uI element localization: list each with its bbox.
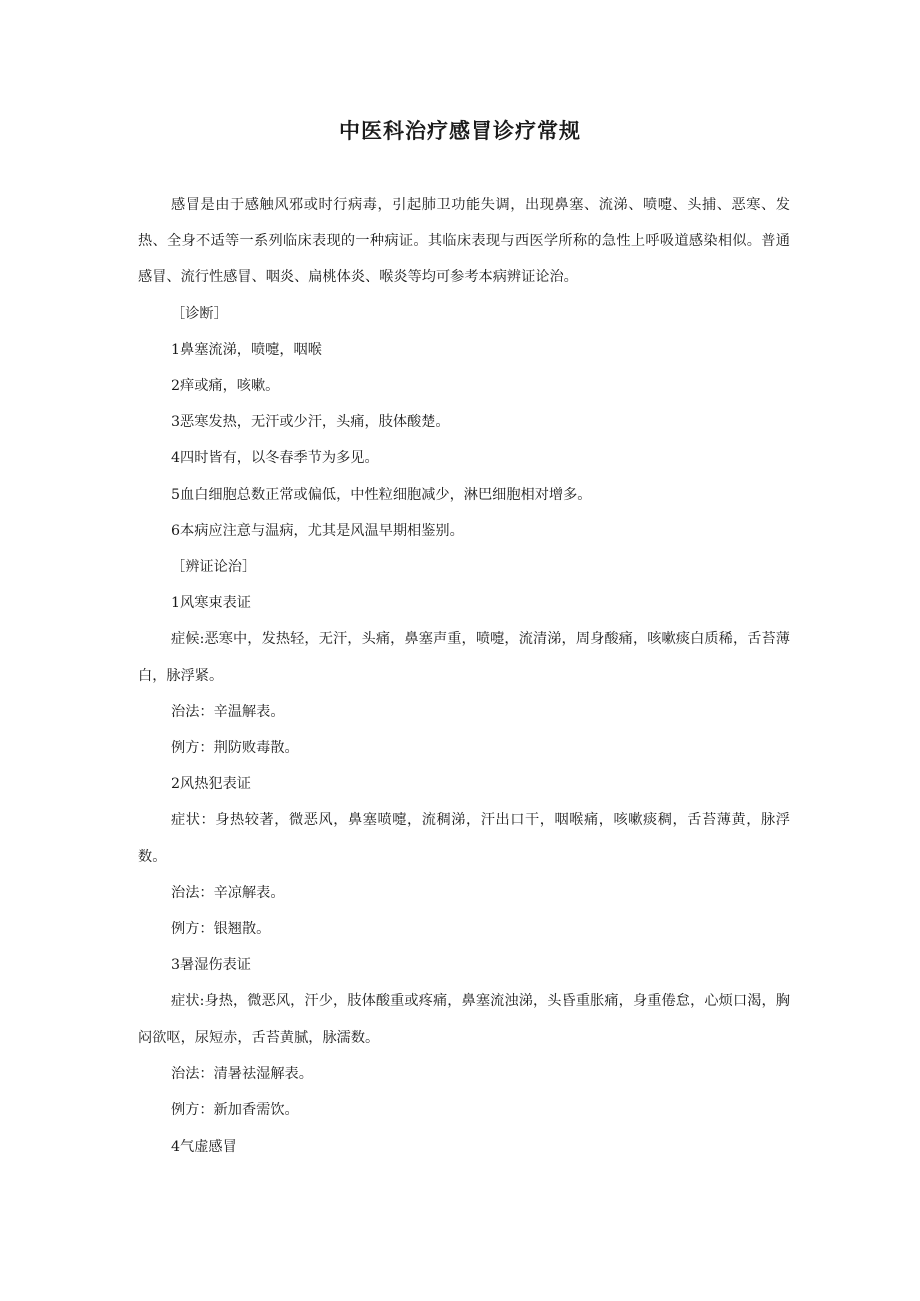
diagnosis-item-1: 1鼻塞流涕，喷嚏，咽喉 xyxy=(171,341,322,358)
section-heading-diagnosis: ［诊断］ xyxy=(171,305,228,322)
diagnosis-item-6: 6本病应注意与温病，尤其是风温早期相鉴别。 xyxy=(171,522,464,539)
intro-paragraph: 感冒是由于感触风邪或时行病毒，引起肺卫功能失调，出现鼻塞、流涕、喷嚏、头捕、恶寒、发热、全身不适等一系列临床表现的一种病证。其临床表现与西医学所称的急性上呼吸道感染相似。普通感冒、流行性感冒、咽炎、扁桃体炎、喉炎等均可参考本病辨证论治。 xyxy=(138,197,790,286)
syndrome-formula-wind-heat: 例方：银翘散。 xyxy=(171,921,271,938)
syndrome-formula-summer-damp: 例方：新加香需饮。 xyxy=(171,1102,299,1119)
document-title: 中医科治疗感冒诊疗常规 xyxy=(339,119,581,143)
syndrome-formula-wind-cold: 例方：荆防败毒散。 xyxy=(171,740,299,757)
diagnosis-item-5: 5血白细胞总数正常或偏低，中性粒细胞减少，淋巴细胞相对增多。 xyxy=(171,486,592,503)
syndrome-method-summer-damp: 治法：清暑祛湿解表。 xyxy=(171,1065,313,1082)
document-body xyxy=(138,187,790,1165)
syndrome-heading-qi-deficiency: 4气虚感冒 xyxy=(171,1139,237,1156)
syndrome-symptoms-wind-cold: 症候:恶寒中，发热轻，无汗，头痛，鼻塞声重，喷嚏，流清涕，周身酸痛，咳嗽痰白质稀，舌苔薄白，脉浮紧。 xyxy=(138,631,790,684)
syndrome-heading-summer-damp: 3暑湿伤表证 xyxy=(171,957,251,974)
syndrome-heading-wind-heat: 2风热犯表证 xyxy=(171,776,251,793)
syndrome-method-wind-cold: 治法：辛温解表。 xyxy=(171,703,285,720)
diagnosis-item-3: 3恶寒发热，无汗或少汗，头痛，肢体酸楚。 xyxy=(171,414,450,431)
diagnosis-item-4: 4四时皆有，以冬春季节为多见。 xyxy=(171,450,379,467)
syndrome-heading-wind-cold: 1风寒束表证 xyxy=(171,595,251,612)
diagnosis-item-2: 2痒或痛，咳嗽。 xyxy=(171,378,280,395)
section-heading-treatment: ［辨证论治］ xyxy=(171,559,257,576)
syndrome-method-wind-heat: 治法：辛凉解表。 xyxy=(171,884,285,901)
syndrome-symptoms-wind-heat: 症状：身热较著，微恶风，鼻塞喷嚏，流稠涕，汗出口干，咽喉痛，咳嗽痰稠，舌苔薄黄，脉浮数。 xyxy=(138,812,790,865)
syndrome-symptoms-summer-damp: 症状:身热，微恶风，汗少，肢体酸重或疼痛，鼻塞流浊涕，头昏重胀痛，身重倦怠，心烦口渴，胸闷欲呕，尿短赤，舌苔黄腻，脉濡数。 xyxy=(138,993,790,1046)
